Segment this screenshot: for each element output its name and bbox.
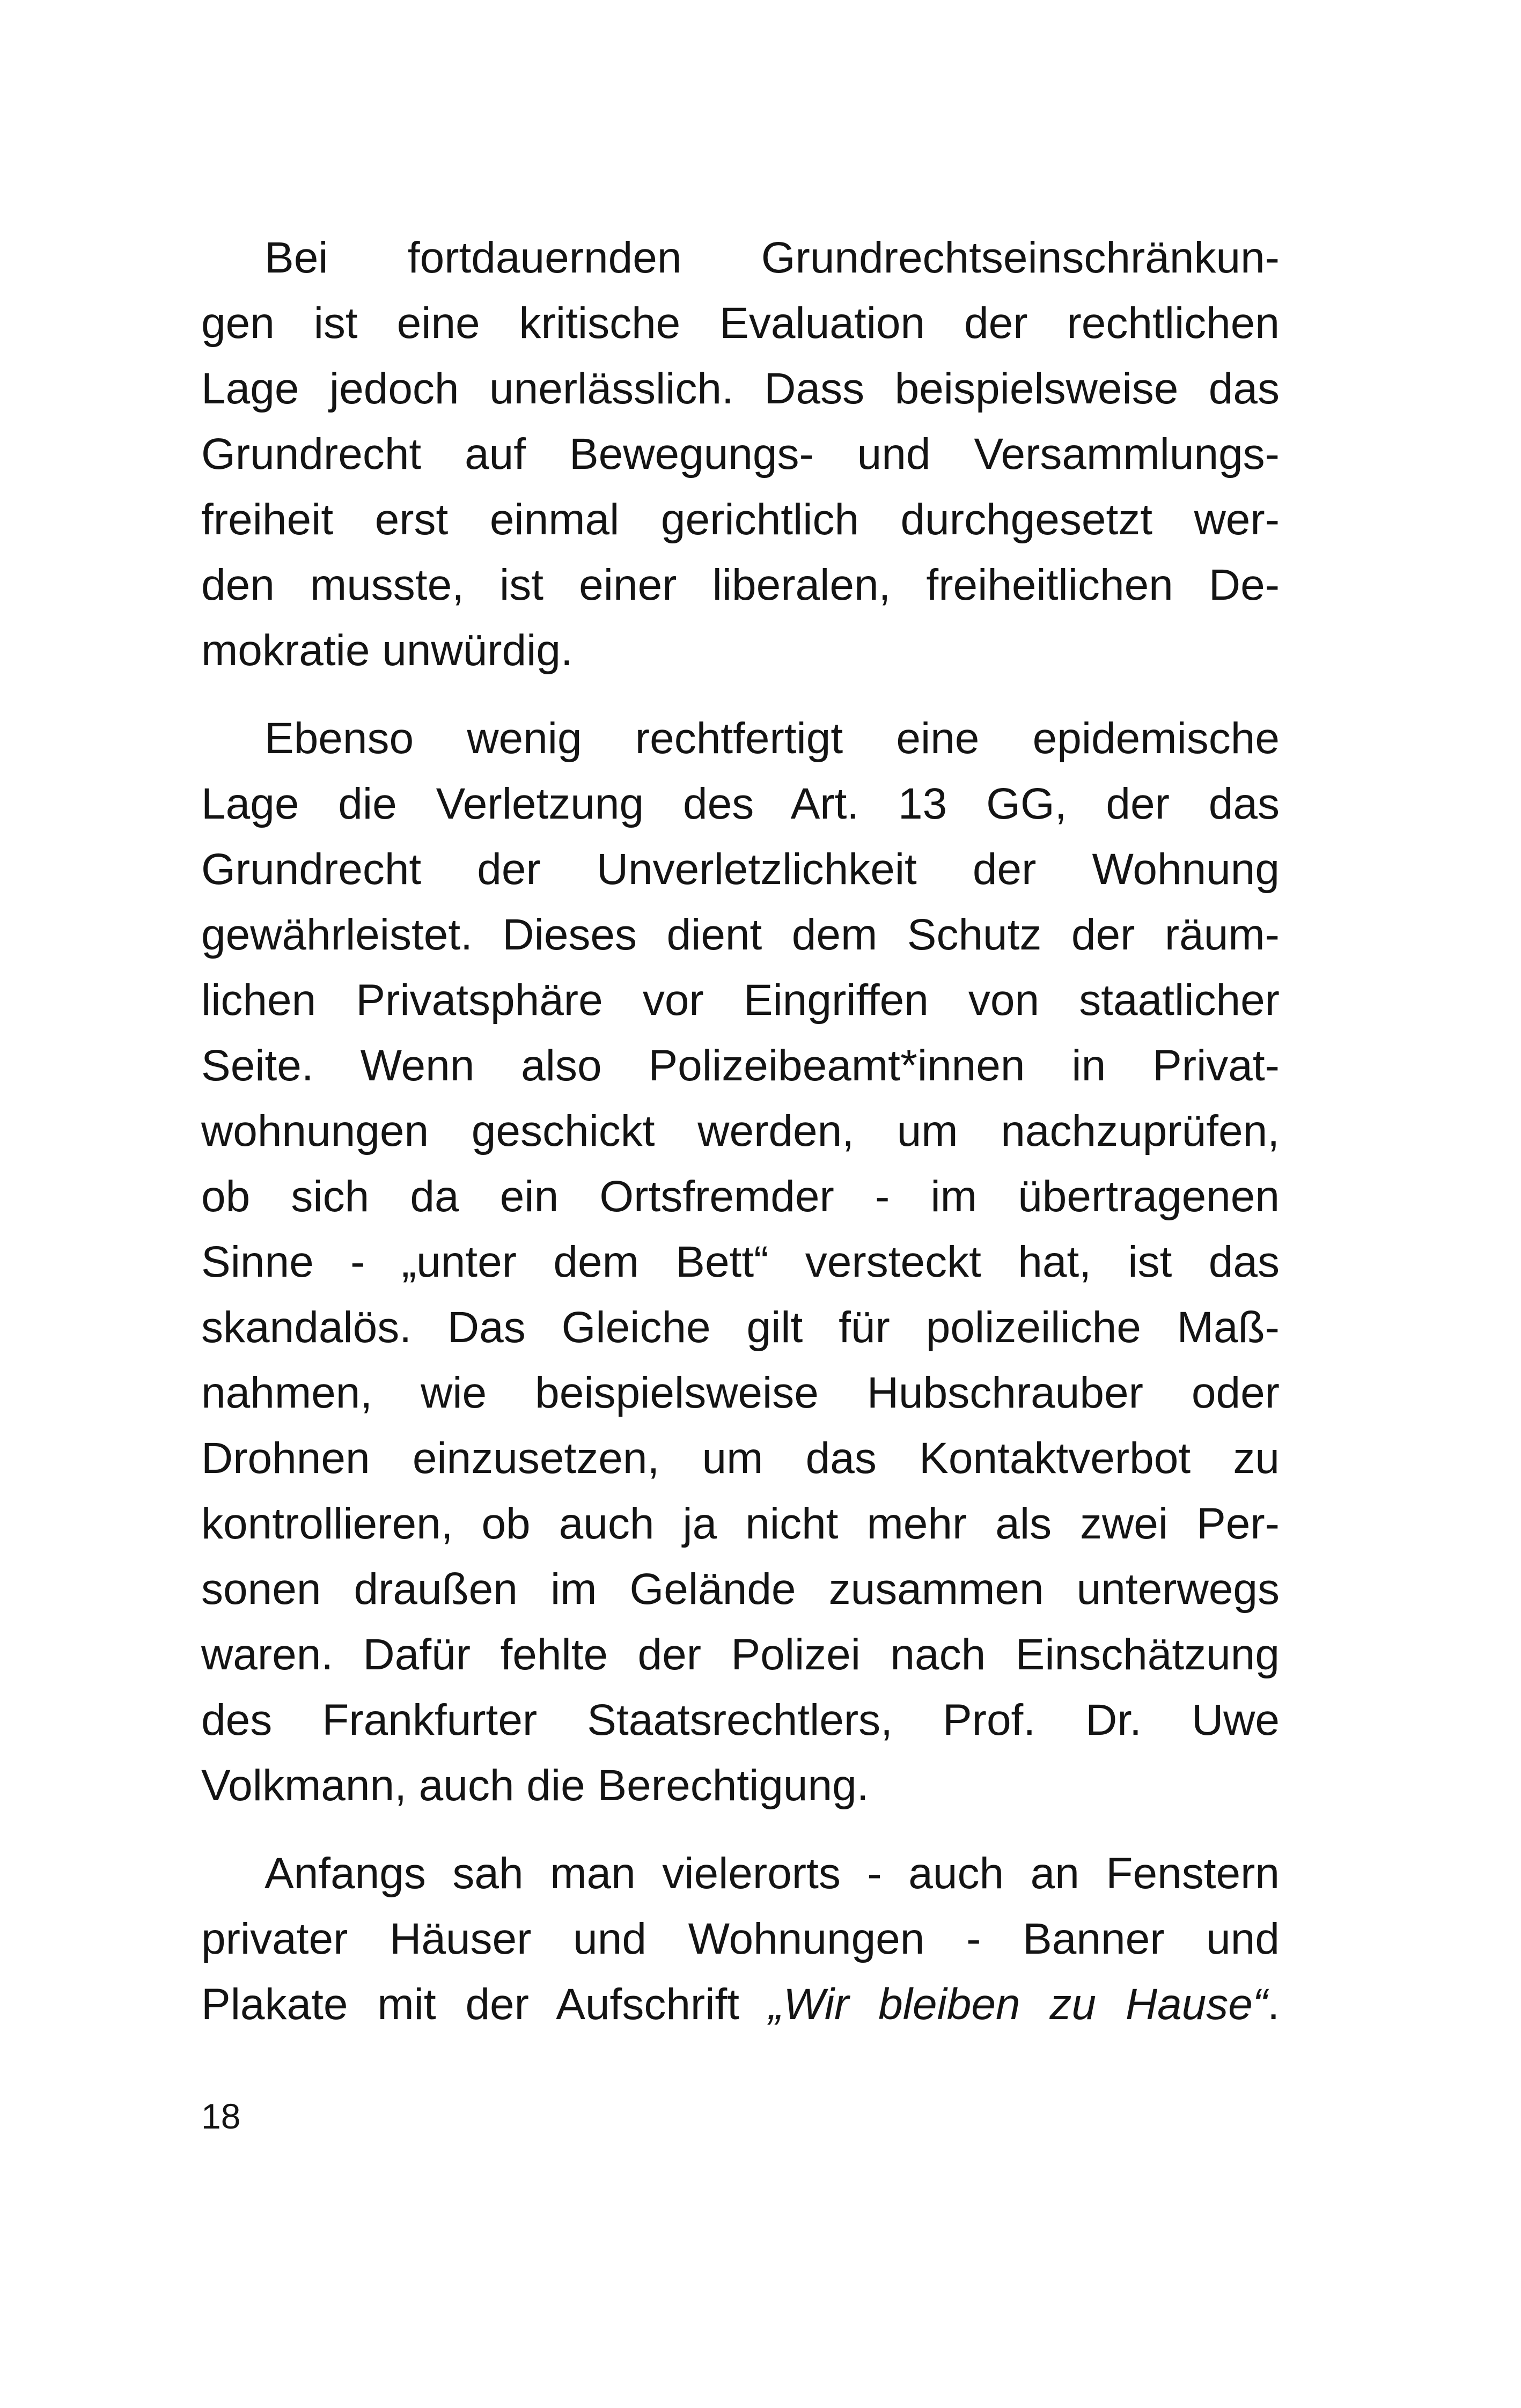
text-line: mokratie unwürdig.	[201, 626, 573, 675]
text-line: Bei fortdauernden Grundrechtseinschränkun-	[264, 233, 1280, 282]
text-line: wohnungen geschickt werden, um nachzuprüfen,	[201, 1107, 1280, 1155]
text-line: Anfangs sah man vielerorts - auch an Fenstern	[264, 1849, 1280, 1898]
text-line: Drohnen einzusetzen, um das Kontaktverbot zu	[201, 1434, 1280, 1483]
text-line: Seite. Wenn also Polizeibeamt*innen in Privat-	[201, 1041, 1280, 1090]
text-line: kontrollieren, ob auch ja nicht mehr als zwei Per-	[201, 1499, 1280, 1548]
text-line: Grundrecht auf Bewegungs- und Versammlungs-	[201, 430, 1280, 478]
text-line: Volkmann, auch die Berechtigung.	[201, 1761, 869, 1810]
text-line: privater Häuser und Wohnungen - Banner und	[201, 1914, 1280, 1963]
page-number: 18	[201, 2096, 241, 2136]
text-line: skandalös. Das Gleiche gilt für polizeiliche Maß-	[201, 1303, 1280, 1352]
text-line: des Frankfurter Staatsrechtlers, Prof. Dr. Uwe	[201, 1696, 1280, 1744]
text-line: sonen draußen im Gelände zusammen unterwegs	[201, 1565, 1280, 1614]
text-line: Lage die Verletzung des Art. 13 GG, der das	[201, 779, 1280, 828]
text-line: nahmen, wie beispielsweise Hubschrauber oder	[201, 1368, 1280, 1417]
paragraph-1	[201, 225, 1280, 683]
text-line: gen ist eine kritische Evaluation der rechtlichen	[201, 299, 1280, 348]
text-run: Plakate mit der Aufschrift	[201, 1980, 769, 2029]
text-line: den musste, ist einer liberalen, freiheitlichen De-	[201, 561, 1280, 609]
text-line: Grundrecht der Unverletzlichkeit der Wohnung	[201, 845, 1280, 894]
text-run: .	[1267, 1980, 1280, 2029]
text-line-final	[201, 1972, 1280, 2037]
text-line: ob sich da ein Ortsfremder - im übertragenen	[201, 1172, 1280, 1221]
text-line: lichen Privatsphäre vor Eingriffen von staatlicher	[201, 976, 1280, 1025]
text-line: waren. Dafür fehlte der Polizei nach Einschätzung	[201, 1630, 1280, 1679]
paragraph-3	[201, 1841, 1280, 2037]
paragraph-2	[201, 706, 1280, 1818]
body-text	[201, 225, 1280, 2037]
text-line: Ebenso wenig rechtfertigt eine epidemische	[264, 714, 1280, 763]
text-line: gewährleistet. Dieses dient dem Schutz der räum-	[201, 910, 1280, 959]
text-line: Lage jedoch unerlässlich. Dass beispielsweise das	[201, 364, 1280, 413]
italic-quote: „Wir bleiben zu Hause“	[768, 1980, 1268, 2029]
text-line: Sinne - „unter dem Bett“ versteckt hat, ist das	[201, 1238, 1280, 1286]
text-line: freiheit erst einmal gerichtlich durchgesetzt wer-	[201, 495, 1280, 544]
